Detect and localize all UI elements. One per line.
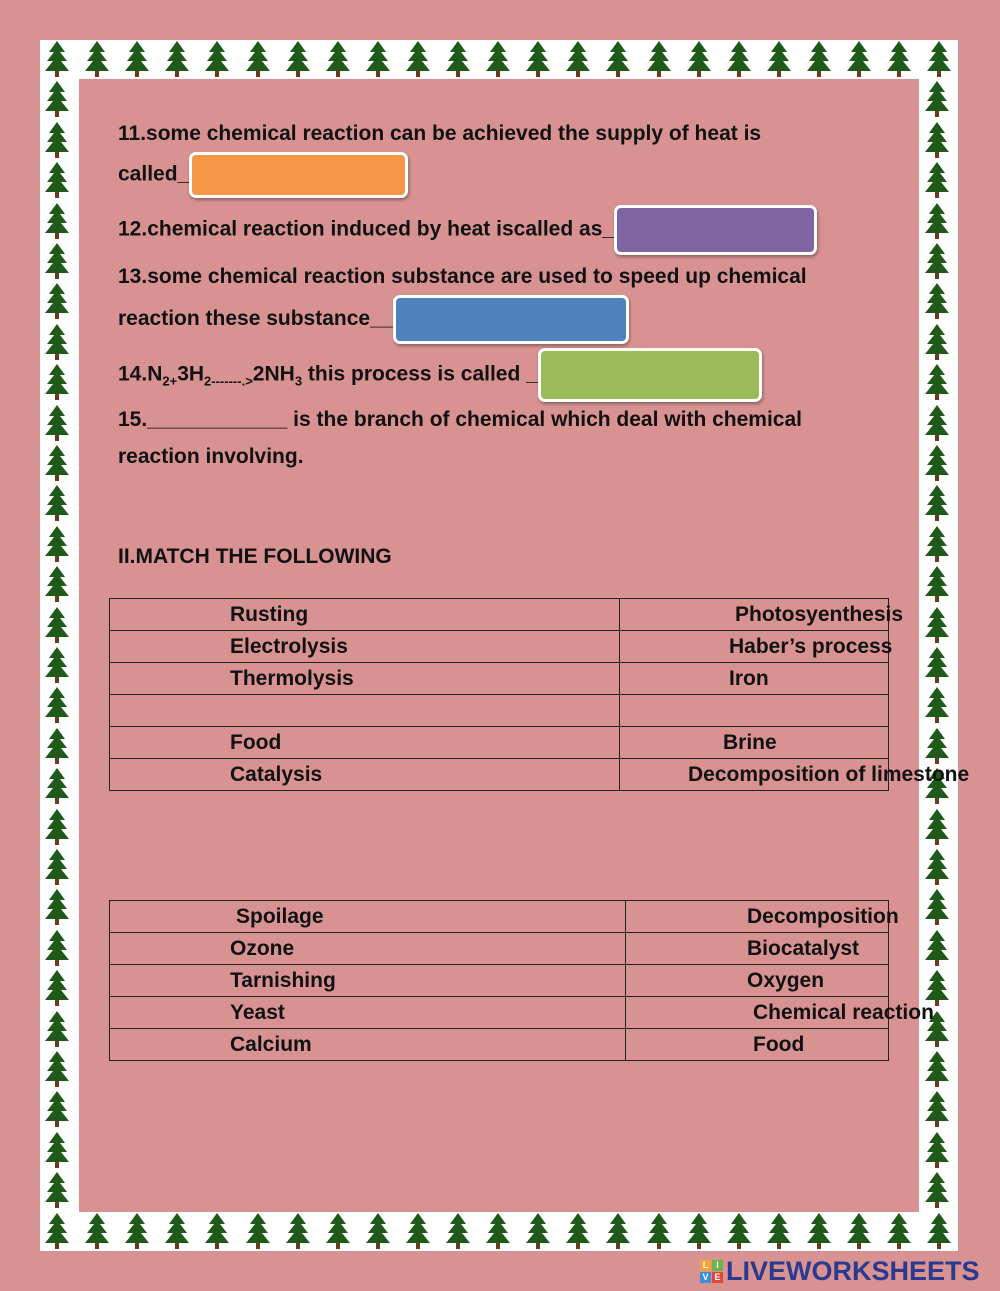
answer-box-12[interactable] xyxy=(614,205,817,255)
pine-tree-icon xyxy=(325,40,351,78)
left-cell: Ozone xyxy=(110,933,626,965)
pine-tree-icon xyxy=(44,1010,70,1048)
left-cell: Yeast xyxy=(110,997,626,1029)
pine-tree-icon xyxy=(44,1050,70,1088)
pine-tree-icon xyxy=(164,1212,190,1250)
pine-tree-icon xyxy=(44,727,70,765)
right-cell: Iron xyxy=(620,663,889,695)
left-cell: Food xyxy=(110,727,620,759)
answer-box-13[interactable] xyxy=(393,295,629,344)
pine-tree-icon xyxy=(924,727,950,765)
pine-tree-icon xyxy=(285,40,311,78)
left-cell: Catalysis xyxy=(110,759,620,791)
question-13: 13.some chemical reaction substance are used to speed up chemical reaction these substance__ xyxy=(118,258,807,344)
pine-tree-icon xyxy=(924,525,950,563)
pine-tree-icon xyxy=(525,1212,551,1250)
liveworksheets-logo xyxy=(700,1256,980,1286)
pine-tree-icon xyxy=(44,646,70,684)
pine-tree-icon xyxy=(924,686,950,724)
pine-tree-icon xyxy=(44,484,70,522)
question-12: 12.chemical reaction induced by heat iscalled as_ xyxy=(118,205,817,255)
pine-tree-icon xyxy=(285,1212,311,1250)
question-14: $14.N_{2+}3H_{2-------.>}2NH_3$ this process is called _ xyxy=(118,348,762,402)
pine-tree-icon xyxy=(846,1212,872,1250)
pine-tree-icon xyxy=(726,40,752,78)
right-cell: Haber’s process xyxy=(620,631,889,663)
pine-tree-icon xyxy=(44,40,70,78)
pine-tree-icon xyxy=(445,1212,471,1250)
pine-tree-icon xyxy=(44,80,70,118)
table-row xyxy=(110,759,889,791)
pine-tree-icon xyxy=(44,929,70,967)
pine-tree-icon xyxy=(766,1212,792,1250)
right-cell xyxy=(620,695,889,727)
pine-tree-icon xyxy=(924,323,950,361)
left-cell: Thermolysis xyxy=(110,663,620,695)
match-table-1 xyxy=(109,598,970,791)
pine-tree-icon xyxy=(924,80,950,118)
pine-tree-icon xyxy=(365,40,391,78)
pine-tree-icon xyxy=(924,848,950,886)
pine-tree-icon xyxy=(325,1212,351,1250)
right-cell: Oxygen xyxy=(626,965,889,997)
pine-tree-icon xyxy=(44,363,70,401)
right-cell: Biocatalyst xyxy=(626,933,889,965)
left-cell: Spoilage xyxy=(110,901,626,933)
pine-tree-icon xyxy=(485,40,511,78)
pine-tree-icon xyxy=(806,1212,832,1250)
table-row xyxy=(110,997,889,1029)
pine-tree-icon xyxy=(565,40,591,78)
pine-tree-icon xyxy=(924,606,950,644)
pine-tree-icon xyxy=(605,40,631,78)
pine-tree-icon xyxy=(245,1212,271,1250)
pine-tree-icon xyxy=(646,1212,672,1250)
pine-tree-icon xyxy=(44,969,70,1007)
pine-tree-icon xyxy=(365,1212,391,1250)
table-row xyxy=(110,901,889,933)
pine-tree-icon xyxy=(924,1131,950,1169)
pine-tree-icon xyxy=(124,1212,150,1250)
table-row xyxy=(110,599,889,631)
pine-tree-icon xyxy=(44,1090,70,1128)
right-cell: Photosyenthesis xyxy=(620,599,889,631)
pine-tree-icon xyxy=(924,121,950,159)
pine-tree-icon xyxy=(44,767,70,805)
match-table-2 xyxy=(109,900,934,1061)
pine-tree-icon xyxy=(245,40,271,78)
pine-tree-icon xyxy=(924,282,950,320)
pine-tree-icon xyxy=(766,40,792,78)
table-row xyxy=(110,663,889,695)
left-cell: Tarnishing xyxy=(110,965,626,997)
pine-tree-icon xyxy=(84,1212,110,1250)
question-15: 15.____________ is the branch of chemical which deal with chemical reaction involving. xyxy=(118,408,802,468)
pine-tree-icon xyxy=(44,848,70,886)
pine-tree-icon xyxy=(924,242,950,280)
table-row xyxy=(110,695,889,727)
pine-tree-icon xyxy=(44,686,70,724)
left-cell: Electrolysis xyxy=(110,631,620,663)
pine-tree-icon xyxy=(44,323,70,361)
pine-tree-icon xyxy=(846,40,872,78)
pine-tree-icon xyxy=(44,565,70,603)
pine-tree-icon xyxy=(44,1171,70,1209)
section-title: II.MATCH THE FOLLOWING xyxy=(118,545,392,568)
pine-tree-icon xyxy=(686,1212,712,1250)
pine-tree-icon xyxy=(924,646,950,684)
pine-tree-icon xyxy=(924,1171,950,1209)
logo-text: LIVEWORKSHEETS xyxy=(726,1255,980,1286)
pine-tree-icon xyxy=(44,404,70,442)
pine-tree-icon xyxy=(565,1212,591,1250)
pine-tree-icon xyxy=(924,444,950,482)
pine-tree-icon xyxy=(886,1212,912,1250)
pine-tree-icon xyxy=(924,161,950,199)
pine-tree-icon xyxy=(44,1212,70,1250)
pine-tree-icon xyxy=(44,282,70,320)
table-row xyxy=(110,631,889,663)
pine-tree-icon xyxy=(44,242,70,280)
pine-tree-icon xyxy=(686,40,712,78)
pine-tree-icon xyxy=(926,40,952,78)
right-cell: Food xyxy=(626,1029,889,1061)
pine-tree-icon xyxy=(164,40,190,78)
pine-tree-icon xyxy=(886,40,912,78)
pine-tree-icon xyxy=(485,1212,511,1250)
pine-tree-icon xyxy=(445,40,471,78)
pine-tree-icon xyxy=(44,121,70,159)
pine-tree-icon xyxy=(924,404,950,442)
table-row xyxy=(110,933,889,965)
pine-tree-icon xyxy=(924,1050,950,1088)
pine-tree-icon xyxy=(204,40,230,78)
table-row xyxy=(110,965,889,997)
pine-tree-icon xyxy=(44,525,70,563)
table-row xyxy=(110,1029,889,1061)
pine-tree-icon xyxy=(646,40,672,78)
pine-tree-icon xyxy=(204,1212,230,1250)
answer-box-11[interactable] xyxy=(189,152,408,198)
pine-tree-icon xyxy=(44,888,70,926)
left-cell: Calcium xyxy=(110,1029,626,1061)
pine-tree-icon xyxy=(84,40,110,78)
pine-tree-icon xyxy=(726,1212,752,1250)
pine-tree-icon xyxy=(44,161,70,199)
pine-tree-icon xyxy=(405,40,431,78)
pine-tree-icon xyxy=(924,929,950,967)
logo-mark: L I V E xyxy=(700,1260,723,1283)
right-cell: Chemical reaction xyxy=(626,997,889,1029)
pine-tree-icon xyxy=(924,808,950,846)
pine-tree-icon xyxy=(44,1131,70,1169)
left-cell: Rusting xyxy=(110,599,620,631)
pine-tree-icon xyxy=(44,808,70,846)
pine-tree-icon xyxy=(124,40,150,78)
pine-tree-icon xyxy=(44,444,70,482)
pine-tree-icon xyxy=(44,202,70,240)
right-cell: Decomposition xyxy=(626,901,889,933)
pine-tree-icon xyxy=(806,40,832,78)
pine-tree-icon xyxy=(924,1090,950,1128)
pine-tree-icon xyxy=(44,606,70,644)
right-cell: Brine xyxy=(620,727,889,759)
pine-tree-icon xyxy=(924,888,950,926)
pine-tree-icon xyxy=(924,363,950,401)
pine-tree-icon xyxy=(405,1212,431,1250)
pine-tree-icon xyxy=(605,1212,631,1250)
left-cell xyxy=(110,695,620,727)
pine-tree-icon xyxy=(926,1212,952,1250)
table-row xyxy=(110,727,889,759)
right-cell: Decomposition of limestone xyxy=(620,759,889,791)
answer-box-14[interactable] xyxy=(538,348,762,402)
pine-tree-icon xyxy=(924,484,950,522)
pine-tree-icon xyxy=(924,202,950,240)
question-11: 11.some chemical reaction can be achieved the supply of heat is called_ xyxy=(118,115,761,198)
pine-tree-icon xyxy=(924,565,950,603)
pine-tree-icon xyxy=(525,40,551,78)
